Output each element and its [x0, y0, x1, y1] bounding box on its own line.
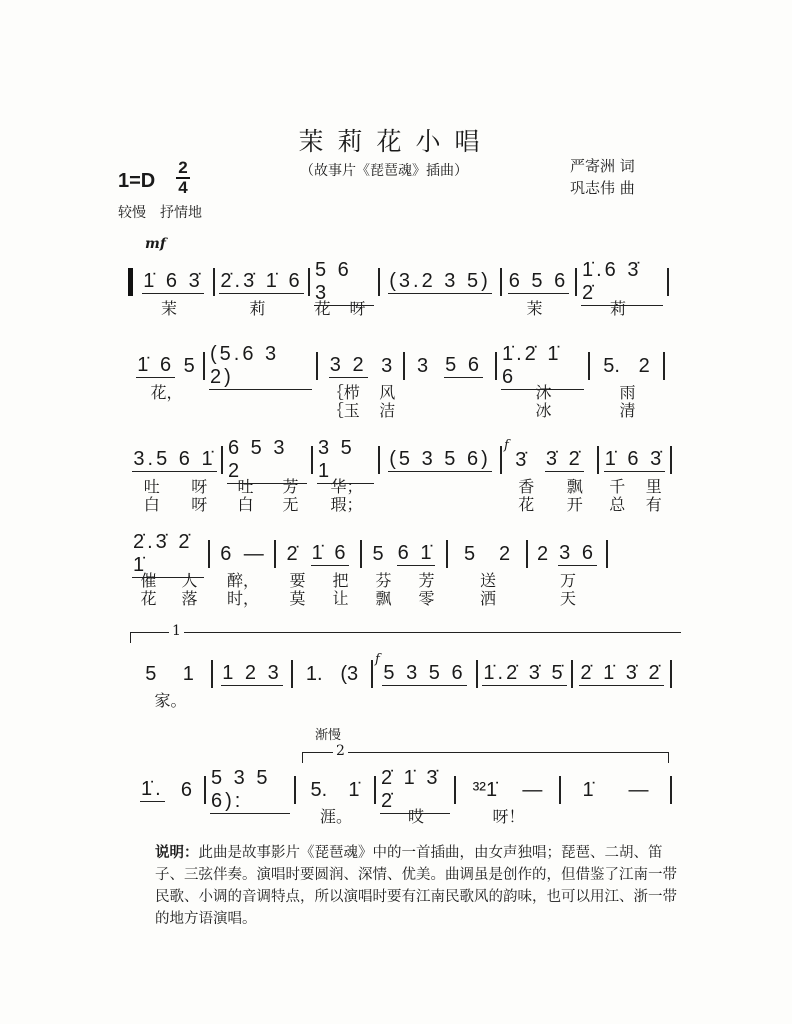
lyric-syllable: 芳 [282, 477, 299, 496]
note-group: 1̇. [141, 778, 164, 800]
composer: 巩志伟 曲 [570, 179, 635, 197]
measure [296, 776, 376, 804]
song-title: 茉莉花小唱 [298, 127, 494, 156]
lyric-line [128, 688, 672, 710]
note-group: 1̇.6 3̇ 2̇ [581, 259, 663, 306]
measure [405, 352, 497, 380]
lyric-syllable: 落 [181, 589, 198, 608]
score-system [128, 652, 672, 710]
note-group: 1̇.2̇ 3̇ 5̇ [483, 662, 566, 684]
measure [318, 352, 405, 380]
lyric-syllable: 呀！ [492, 807, 525, 826]
note-group: 5 [372, 542, 384, 565]
measure [478, 660, 573, 688]
notes-label: 说明： [155, 844, 199, 861]
note-group: 1̇ 6 3̇ [143, 270, 203, 292]
lyric-syllable: 家。 [154, 691, 187, 710]
note-group: (5 3 5 6) [389, 448, 491, 470]
note-group: 1̇ [582, 778, 594, 801]
lyric-syllable: 里 [645, 477, 662, 496]
measure [128, 660, 213, 688]
lyric-syllable: 白 [143, 495, 160, 514]
measure [128, 446, 223, 474]
note-group: 3 2 [329, 354, 367, 376]
note-group: 6 5 3 2 [227, 437, 307, 484]
lyric-syllable: 呀 [191, 477, 208, 496]
note-group: 3 6 [559, 542, 596, 564]
measure [133, 268, 215, 296]
lyric-syllable: 花， [150, 383, 183, 402]
lyric-syllable: 零 [418, 589, 435, 608]
lyric-syllable: 芳 [418, 571, 435, 590]
lyric-syllable: 华； [330, 477, 363, 496]
note-group: 2̇.3̇ 2̇ 1̇ [132, 531, 204, 578]
lyricist: 严寄洲 词 [570, 157, 635, 175]
measure [293, 660, 373, 688]
note-group: 6 [180, 778, 192, 801]
measure [362, 540, 448, 568]
measure [380, 446, 502, 474]
measure [215, 268, 310, 296]
lyric-line [128, 474, 672, 496]
lyric-syllable: 飘 [375, 589, 392, 608]
measure [456, 776, 561, 804]
tempo-marking: 较慢 抒情地 [118, 205, 202, 221]
dynamic-marking: f [504, 438, 509, 453]
note-group: — [243, 542, 264, 565]
lyric-line [128, 568, 672, 590]
note-group: 1 2 3 [222, 662, 282, 684]
measure [213, 660, 293, 688]
measure [577, 258, 669, 304]
lyric-syllable: 芬 [375, 571, 392, 590]
measure [599, 446, 672, 474]
dynamic-mf: mf [145, 236, 166, 252]
lyric-line [128, 398, 672, 420]
lyric-syllable: 涯。 [319, 807, 352, 826]
measure [373, 652, 478, 688]
lyric-syllable: 呀 [191, 495, 208, 514]
lyric-syllable: 吐 [143, 477, 160, 496]
measure [210, 540, 276, 568]
note-group: 3 [381, 354, 393, 377]
measure [590, 352, 665, 380]
lyric-syllable: 清 [619, 401, 636, 420]
lyric-syllable: 要 [289, 571, 306, 590]
score-system [128, 258, 672, 318]
lyric-syllable: 让 [332, 589, 349, 608]
lyric-syllable: 千 [609, 477, 626, 496]
note-group: 5 [145, 662, 157, 685]
note-group: (3.2 3 5) [389, 270, 491, 292]
note-group: 1. [305, 662, 323, 685]
time-top: 2 [178, 158, 188, 177]
lyric-syllable: 把 [332, 571, 349, 590]
lyric-syllable: 催 [140, 571, 157, 590]
lyric-syllable: 万 [559, 571, 576, 590]
note-group: — [522, 778, 543, 801]
note-group: 5. [603, 354, 620, 377]
note-group: 3.5 6 1̇ [133, 448, 216, 470]
note-group: 3̇ 2̇ [545, 448, 583, 470]
lyric-line [128, 492, 672, 514]
lyric-syllable: 洁 [379, 401, 396, 420]
lyric-syllable: 无 [282, 495, 299, 514]
time-bottom: 4 [178, 178, 188, 197]
note-group: 5 3 5 6): [210, 767, 290, 814]
measure [502, 268, 577, 296]
lyric-syllable: 洒 [479, 589, 496, 608]
note-group: 3 [417, 354, 429, 377]
note-group: (5.6 3 2) [209, 343, 312, 390]
lyric-syllable: ｛栉 [327, 383, 360, 402]
lyric-syllable: 花 [518, 495, 535, 514]
measure [502, 438, 599, 474]
note-group: 5 [183, 354, 195, 377]
note-group: 1̇.2̇ 1̇ 6 [501, 343, 584, 390]
measure [205, 342, 318, 388]
measure [573, 660, 672, 688]
dynamic-marking: f [375, 652, 380, 667]
measure [380, 268, 502, 296]
lyric-syllable: 雨 [619, 383, 636, 402]
credits [570, 155, 635, 199]
note-group: 5 3 5 6 [383, 662, 466, 684]
score-system [128, 342, 672, 420]
note-group: — [628, 778, 649, 801]
measure [128, 530, 210, 576]
note-group: 1 [182, 662, 194, 685]
note-group: 1̇ 6 3̇ [604, 448, 665, 470]
note-group: 3̇ [515, 448, 527, 471]
lyric-syllable: 莫 [289, 589, 306, 608]
note-group: 1̇ [348, 778, 360, 801]
note-group: 2̇ [286, 542, 298, 565]
note-group: 5 [463, 542, 476, 565]
measure [128, 776, 206, 804]
note-group: 2̇ 1̇ 3̇ 2̇ [380, 767, 450, 814]
lyric-syllable: 总 [609, 495, 626, 514]
ritardando-marking: 渐慢 [315, 728, 342, 743]
lyric-syllable: 送 [479, 571, 496, 590]
time-signature [176, 160, 190, 196]
key-signature: 1=D [118, 170, 156, 192]
lyric-syllable: 花 [314, 299, 331, 318]
volta-2-bracket [302, 743, 669, 763]
note-group: 2̇.3̇ 1̇ 6 [220, 270, 303, 292]
note-group: 5 6 3 [314, 259, 374, 306]
lyric-syllable: 呀 [349, 299, 366, 318]
lyric-syllable: 时， [226, 589, 259, 608]
lyric-syllable: 吐 [237, 477, 254, 496]
lyric-syllable: 莉 [249, 299, 266, 318]
lyric-syllable: 茉 [160, 299, 177, 318]
measure [497, 342, 590, 388]
measure [313, 436, 380, 482]
note-group: 3 5 1 [317, 437, 374, 484]
note-group: 2 [638, 354, 650, 377]
lyric-syllable: ｛玉 [327, 401, 360, 420]
lyric-syllable: 香 [518, 477, 535, 496]
lyric-syllable: 茉 [526, 299, 543, 318]
note-group: ³²1̇ [472, 778, 498, 801]
measure [528, 540, 608, 568]
measure [310, 258, 380, 304]
volta-1-label: 1 [169, 623, 184, 639]
lyric-syllable: 莉 [609, 299, 626, 318]
note-group: 1̇ 6 [137, 354, 175, 376]
note-group: 5 6 [445, 354, 482, 376]
measure [376, 766, 456, 812]
lyric-syllable: 人 [181, 571, 198, 590]
score-system [128, 436, 672, 514]
lyric-syllable: 飘 [566, 477, 583, 496]
lyric-syllable: 瑕； [330, 495, 363, 514]
note-group: 2̇ 1̇ 3̇ 2̇ [580, 662, 663, 684]
measure [128, 352, 205, 380]
note-group: 2 [498, 542, 511, 565]
note-group: 6 1̇ [397, 542, 435, 564]
measure [448, 540, 528, 568]
notes-text: 此曲是故事影片《琵琶魂》中的一首插曲，由女声独唱；琵琶、二胡、笛子、三弦伴奏。演唱时要圆润、深情、优美。曲调虽是创作的，但借鉴了江南一带民歌、小调的音调特点，所以演唱时要有江南民歌风的韵味，也可以用江、浙一带的地方语演唱。 [155, 845, 677, 927]
measure [206, 766, 296, 812]
measure [276, 540, 362, 568]
note-group: 6 [220, 542, 232, 565]
subtitle: （故事片《琵琶魂》插曲） [300, 163, 468, 179]
lyric-line [128, 586, 672, 608]
lyric-syllable: 开 [566, 495, 583, 514]
lyric-syllable: 哎 [407, 807, 424, 826]
lyric-syllable: 醉， [226, 571, 259, 590]
lyric-syllable: 沐 [535, 383, 552, 402]
note-group: (3 [340, 662, 359, 685]
note-group: 2 [537, 542, 549, 565]
lyric-syllable: 天 [559, 589, 576, 608]
score-system [128, 530, 672, 608]
performance-notes [155, 842, 685, 930]
volta-2-label: 2 [333, 743, 348, 759]
lyric-syllable: 冰 [535, 401, 552, 420]
lyric-syllable: 有 [645, 495, 662, 514]
measure [561, 776, 672, 804]
note-group: 6 5 6 [508, 270, 569, 292]
volta-1-bracket [130, 623, 681, 643]
note-group: 5. [310, 778, 328, 801]
lyric-syllable: 风 [379, 383, 396, 402]
measure [223, 436, 313, 482]
score-system [128, 766, 672, 826]
lyric-syllable: 白 [237, 495, 254, 514]
lyric-syllable: 花 [140, 589, 157, 608]
note-group: 1̇ 6 [311, 542, 349, 564]
